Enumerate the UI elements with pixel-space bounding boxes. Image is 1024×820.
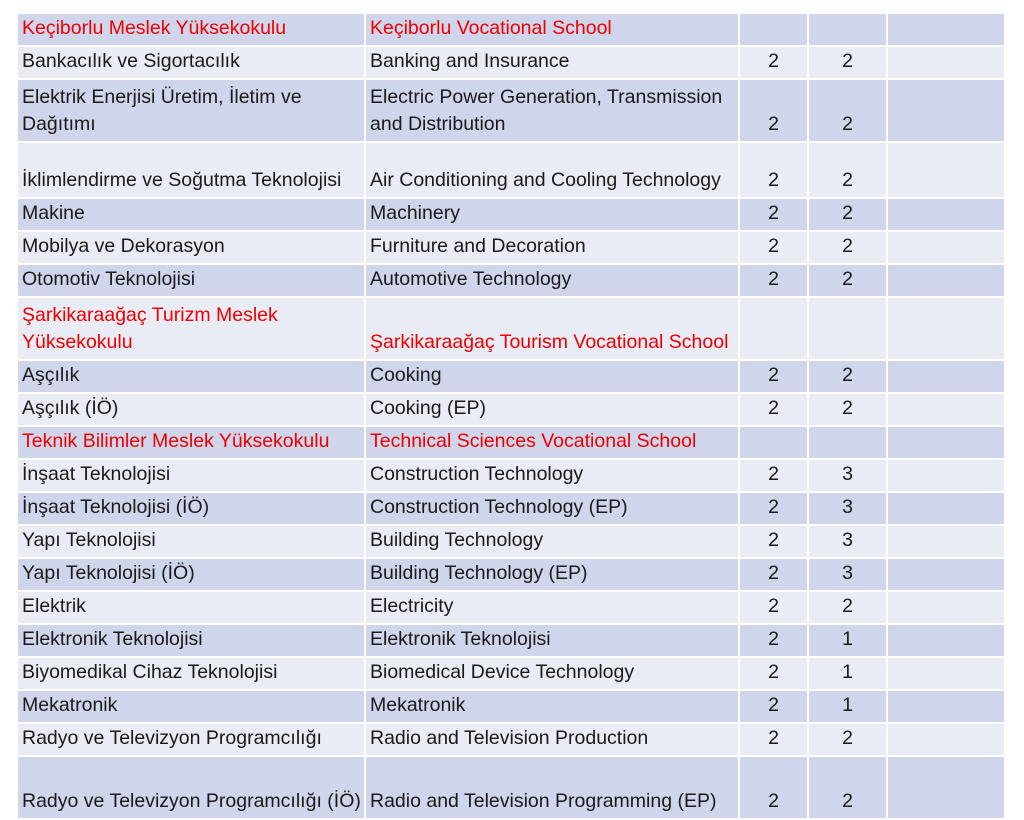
value-b-cell: 2 <box>808 198 887 231</box>
value-b-cell: 1 <box>808 657 887 690</box>
english-name-cell: Electric Power Generation, Transmission and Distribution <box>365 79 739 142</box>
table-row <box>17 231 1005 264</box>
table-row <box>17 360 1005 393</box>
turkish-name-cell: İnşaat Teknolojisi <box>17 459 365 492</box>
value-b-cell: 2 <box>808 46 887 79</box>
turkish-name-cell: Elektrik <box>17 591 365 624</box>
empty-cell <box>887 756 1005 819</box>
table-row <box>17 142 1005 198</box>
turkish-name-cell: Aşçılık <box>17 360 365 393</box>
value-a-cell: 2 <box>739 79 808 142</box>
turkish-name-cell: Şarkikaraağaç Turizm Meslek Yüksekokulu <box>17 297 365 360</box>
empty-cell <box>887 198 1005 231</box>
english-name-cell: Radio and Television Programming (EP) <box>365 756 739 819</box>
program-table <box>16 12 1006 820</box>
value-b-cell: 2 <box>808 591 887 624</box>
table-row-school-header <box>17 297 1005 360</box>
turkish-name-cell: Aşçılık (İÖ) <box>17 393 365 426</box>
table-row <box>17 558 1005 591</box>
turkish-name-cell: Bankacılık ve Sigortacılık <box>17 46 365 79</box>
empty-cell <box>887 297 1005 360</box>
value-a-cell: 2 <box>739 558 808 591</box>
value-a-cell: 2 <box>739 657 808 690</box>
english-name-cell: Building Technology (EP) <box>365 558 739 591</box>
table-row <box>17 657 1005 690</box>
empty-cell <box>887 360 1005 393</box>
value-a-cell: 2 <box>739 360 808 393</box>
value-b-cell <box>808 426 887 459</box>
english-name-cell: Air Conditioning and Cooling Technology <box>365 142 739 198</box>
value-a-cell <box>739 297 808 360</box>
value-b-cell: 3 <box>808 558 887 591</box>
turkish-name-cell: İnşaat Teknolojisi (İÖ) <box>17 492 365 525</box>
value-b-cell: 1 <box>808 690 887 723</box>
value-a-cell: 2 <box>739 624 808 657</box>
value-a-cell: 2 <box>739 46 808 79</box>
turkish-name-cell: İklimlendirme ve Soğutma Teknolojisi <box>17 142 365 198</box>
table-row <box>17 756 1005 819</box>
turkish-name-cell: Radyo ve Televizyon Programcılığı <box>17 723 365 756</box>
value-b-cell: 1 <box>808 624 887 657</box>
table-row <box>17 591 1005 624</box>
value-b-cell: 2 <box>808 79 887 142</box>
turkish-name-cell: Teknik Bilimler Meslek Yüksekokulu <box>17 426 365 459</box>
turkish-name-cell: Mobilya ve Dekorasyon <box>17 231 365 264</box>
empty-cell <box>887 142 1005 198</box>
empty-cell <box>887 657 1005 690</box>
english-name-cell: Biomedical Device Technology <box>365 657 739 690</box>
empty-cell <box>887 558 1005 591</box>
empty-cell <box>887 393 1005 426</box>
table-row <box>17 459 1005 492</box>
english-name-cell: Electricity <box>365 591 739 624</box>
english-name-cell: Machinery <box>365 198 739 231</box>
value-b-cell: 3 <box>808 459 887 492</box>
table-row <box>17 690 1005 723</box>
turkish-name-cell: Mekatronik <box>17 690 365 723</box>
value-a-cell: 2 <box>739 723 808 756</box>
value-b-cell: 2 <box>808 360 887 393</box>
english-name-cell: Elektronik Teknolojisi <box>365 624 739 657</box>
value-a-cell: 2 <box>739 393 808 426</box>
table-row-school-header <box>17 13 1005 46</box>
english-name-cell: Radio and Television Production <box>365 723 739 756</box>
value-b-cell: 2 <box>808 142 887 198</box>
empty-cell <box>887 46 1005 79</box>
turkish-name-cell: Radyo ve Televizyon Programcılığı (İÖ) <box>17 756 365 819</box>
table-row <box>17 198 1005 231</box>
empty-cell <box>887 459 1005 492</box>
turkish-name-cell: Yapı Teknolojisi <box>17 525 365 558</box>
english-name-cell: Construction Technology (EP) <box>365 492 739 525</box>
empty-cell <box>887 591 1005 624</box>
value-a-cell: 2 <box>739 231 808 264</box>
value-a-cell: 2 <box>739 198 808 231</box>
program-table-container <box>16 12 1004 820</box>
english-name-cell: Keçiborlu Vocational School <box>365 13 739 46</box>
table-row <box>17 492 1005 525</box>
english-name-cell: Automotive Technology <box>365 264 739 297</box>
value-a-cell: 2 <box>739 459 808 492</box>
turkish-name-cell: Elektronik Teknolojisi <box>17 624 365 657</box>
value-a-cell <box>739 13 808 46</box>
value-b-cell: 2 <box>808 723 887 756</box>
table-row <box>17 723 1005 756</box>
english-name-cell: Şarkikaraağaç Tourism Vocational School <box>365 297 739 360</box>
value-a-cell: 2 <box>739 690 808 723</box>
english-name-cell: Cooking <box>365 360 739 393</box>
english-name-cell: Banking and Insurance <box>365 46 739 79</box>
value-b-cell: 2 <box>808 393 887 426</box>
empty-cell <box>887 624 1005 657</box>
table-row <box>17 624 1005 657</box>
empty-cell <box>887 426 1005 459</box>
value-a-cell: 2 <box>739 492 808 525</box>
value-b-cell: 3 <box>808 525 887 558</box>
turkish-name-cell: Makine <box>17 198 365 231</box>
empty-cell <box>887 525 1005 558</box>
value-a-cell: 2 <box>739 142 808 198</box>
table-row <box>17 79 1005 142</box>
empty-cell <box>887 723 1005 756</box>
value-a-cell: 2 <box>739 525 808 558</box>
english-name-cell: Mekatronik <box>365 690 739 723</box>
english-name-cell: Furniture and Decoration <box>365 231 739 264</box>
table-row <box>17 393 1005 426</box>
turkish-name-cell: Otomotiv Teknolojisi <box>17 264 365 297</box>
value-b-cell: 3 <box>808 492 887 525</box>
table-row <box>17 46 1005 79</box>
empty-cell <box>887 492 1005 525</box>
table-row <box>17 525 1005 558</box>
english-name-cell: Technical Sciences Vocational School <box>365 426 739 459</box>
table-row <box>17 264 1005 297</box>
english-name-cell: Building Technology <box>365 525 739 558</box>
turkish-name-cell: Keçiborlu Meslek Yüksekokulu <box>17 13 365 46</box>
turkish-name-cell: Biyomedikal Cihaz Teknolojisi <box>17 657 365 690</box>
value-b-cell: 2 <box>808 231 887 264</box>
empty-cell <box>887 79 1005 142</box>
empty-cell <box>887 231 1005 264</box>
value-b-cell <box>808 13 887 46</box>
value-b-cell: 2 <box>808 264 887 297</box>
empty-cell <box>887 690 1005 723</box>
english-name-cell: Cooking (EP) <box>365 393 739 426</box>
value-b-cell: 2 <box>808 756 887 819</box>
value-a-cell <box>739 426 808 459</box>
english-name-cell: Construction Technology <box>365 459 739 492</box>
value-b-cell <box>808 297 887 360</box>
value-a-cell: 2 <box>739 264 808 297</box>
empty-cell <box>887 13 1005 46</box>
turkish-name-cell: Yapı Teknolojisi (İÖ) <box>17 558 365 591</box>
empty-cell <box>887 264 1005 297</box>
value-a-cell: 2 <box>739 591 808 624</box>
value-a-cell: 2 <box>739 756 808 819</box>
turkish-name-cell: Elektrik Enerjisi Üretim, İletim ve Dağıtımı <box>17 79 365 142</box>
table-row-school-header <box>17 426 1005 459</box>
